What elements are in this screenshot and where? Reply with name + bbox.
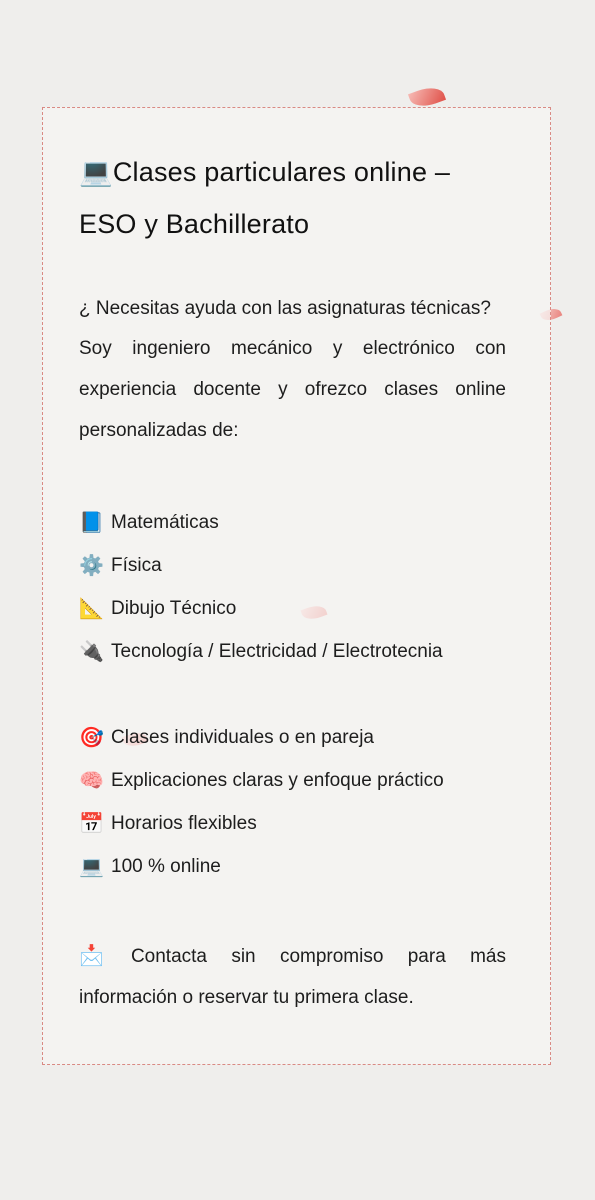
subject-label: Matemáticas bbox=[111, 512, 219, 533]
title-line-1: Clases particulares online – bbox=[112, 157, 451, 187]
intro-body: Soy ingeniero mecánico y electrónico con experiencia docente y ofrezco clases online personalizadas de: bbox=[79, 338, 506, 441]
subject-label: Tecnología / Electricidad / Electrotecnia bbox=[111, 641, 443, 662]
page-title bbox=[79, 146, 506, 250]
electric-plug-icon: 🔌 bbox=[79, 640, 104, 663]
title-line-2: ESO y Bachillerato bbox=[79, 209, 310, 239]
feature-label: 100 % online bbox=[111, 856, 221, 877]
feature-label: Horarios flexibles bbox=[111, 813, 257, 834]
brain-icon: 🧠 bbox=[79, 769, 104, 792]
list-item bbox=[79, 587, 506, 630]
intro-question: ¿ Necesitas ayuda con las asignaturas técnicas? bbox=[79, 298, 491, 319]
card-content bbox=[79, 146, 506, 1018]
calendar-icon: 📅 bbox=[79, 812, 104, 835]
feature-label: Explicaciones claras y enfoque práctico bbox=[111, 770, 444, 791]
laptop-icon: 💻 bbox=[79, 157, 113, 187]
envelope-icon: 📩 bbox=[79, 945, 123, 967]
ad-card bbox=[42, 107, 551, 1065]
subject-label: Dibujo Técnico bbox=[111, 598, 237, 619]
list-item bbox=[79, 802, 506, 845]
contact-text bbox=[79, 936, 506, 1018]
gear-icon: ⚙️ bbox=[79, 554, 104, 577]
list-item bbox=[79, 630, 506, 673]
feature-label: Clases individuales o en pareja bbox=[111, 727, 374, 748]
contact-label: Contacta sin compromiso para más información o reservar tu primera clase. bbox=[79, 946, 506, 1008]
list-item bbox=[79, 501, 506, 544]
list-item bbox=[79, 544, 506, 587]
list-item bbox=[79, 845, 506, 888]
list-item bbox=[79, 759, 506, 802]
intro-section bbox=[79, 289, 506, 451]
subject-label: Física bbox=[111, 555, 162, 576]
subjects-list bbox=[79, 501, 506, 673]
triangular-ruler-icon: 📐 bbox=[79, 597, 104, 620]
features-list bbox=[79, 716, 506, 888]
list-item bbox=[79, 716, 506, 759]
target-icon: 🎯 bbox=[79, 726, 104, 749]
blue-book-icon: 📘 bbox=[79, 511, 104, 534]
laptop-icon: 💻 bbox=[79, 855, 104, 878]
